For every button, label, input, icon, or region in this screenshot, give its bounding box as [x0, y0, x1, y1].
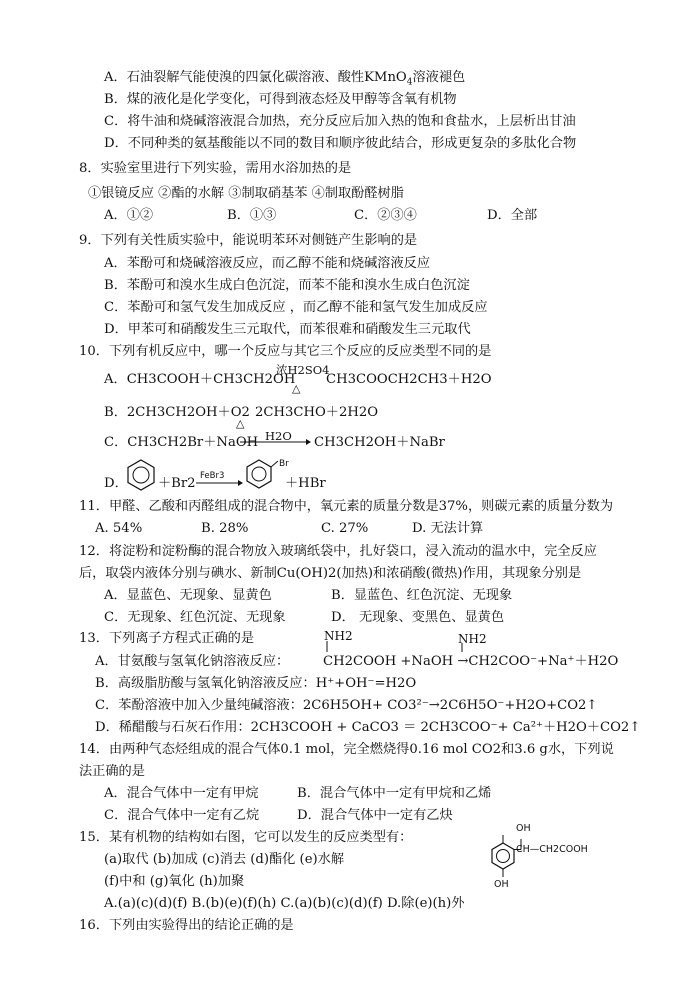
option-a-text: A．石油裂解气能使溴的四氯化碳溶液、酸性KMnO — [104, 70, 407, 85]
q12-line1: 12．将淀粉和淀粉酶的混合物放入玻璃纸袋中，扎好袋口，浸入流动的温水中，完全反应 — [79, 544, 597, 559]
q13-stem: 13．下列离子方程式正确的是 — [79, 631, 255, 646]
option-d: D．不同种类的氨基酸能以不同的数目和顺序彼此结合，形成更复杂的多肽化合物 — [104, 136, 577, 151]
q15-types-row2: (f)中和 (g)氧化 (h)加聚 — [104, 874, 245, 889]
q10-option-c-right: CH3CH2OH＋NaBr — [314, 435, 445, 450]
q12-option-c: C．无现象、红色沉淀、无现象 — [104, 610, 286, 625]
q10-option-b-left: B．2CH3CH2OH＋O2 — [104, 405, 250, 420]
q13-nh2-right: NH2 — [458, 632, 487, 646]
q14-option-d: D．混合气体中一定有乙炔 — [297, 808, 453, 823]
q10-option-d-arrow — [196, 480, 244, 488]
q16-stem: 16．下列由实验得出的结论正确的是 — [79, 918, 294, 933]
q12-option-d: D． 无现象、变黑色、显黄色 — [331, 610, 505, 625]
q15-structure-oh-top: OH — [516, 823, 531, 834]
q10-option-c-condition: H2O — [265, 429, 292, 443]
q11-stem: 11．甲醛、乙酸和丙醛组成的混合物中，氧元素的质量分数是37%，则碳元素的质量分数为 — [79, 499, 614, 514]
q13-option-a-equation: CH2COOH +NaOH →CH2COO⁻+Na⁺＋H2O — [323, 654, 619, 669]
option-a — [104, 70, 465, 86]
q9-option-a: A．苯酚可和烧碱溶液反应，而乙醇不能和烧碱溶液反应 — [104, 256, 431, 271]
q9-option-b: B．苯酚可和溴水生成白色沉淀，而苯不能和溴水生成白色沉淀 — [104, 278, 470, 293]
q15-types-row1: (a)取代 (b)加成 (c)消去 (d)酯化 (e)水解 — [104, 852, 345, 867]
q15-structure-chain: CH—CH2COOH — [516, 844, 588, 855]
q8-items: ①银镜反应 ②酯的水解 ③制取硝基苯 ④制取酚醛树脂 — [88, 186, 404, 201]
bromobenzene-br-label: Br — [279, 459, 289, 469]
q14-line2: 法正确的是 — [79, 764, 145, 779]
q9-stem: 9．下列有关性质实验中，能说明苯环对侧链产生影响的是 — [79, 233, 418, 248]
q12-line2: 后，取袋内液体分别与碘水、新制Cu(OH)2(加热)和浓硝酸(微热)作用，其现象分别是 — [79, 566, 582, 581]
q11-option-c: C. 27% — [321, 521, 369, 536]
q11-option-a: A. 54% — [95, 521, 143, 536]
q10-option-a-right: CH3COOCH2CH3＋H2O — [326, 372, 492, 387]
q8-option-b: B．①③ — [227, 208, 277, 223]
q14-option-c: C．混合气体中一定有乙烷 — [104, 808, 260, 823]
q12-option-b: B．显蓝色、红色沉淀、无现象 — [331, 588, 513, 603]
q8-option-c: C．②③④ — [354, 208, 417, 223]
q13-nh2-left: NH2 — [324, 629, 353, 643]
q10-option-b-heat: △ — [236, 417, 245, 430]
q10-option-d-condition: FeBr3 — [200, 471, 225, 481]
benzene-ring-icon — [124, 458, 158, 492]
q10-option-d-hbr: ＋HBr — [285, 476, 326, 491]
q8-option-d: D．全部 — [487, 208, 538, 223]
option-b: B．煤的液化是化学变化，可得到液态烃及甲醇等含氧有机物 — [104, 92, 457, 107]
q13-option-d: D．稀醋酸与石灰石作用：2CH3COOH + CaCO3 ＝ 2CH3COO⁻+ Ca²⁺＋H2O＋CO2↑ — [95, 720, 641, 735]
option-a-tail: 溶液褪色 — [412, 70, 466, 85]
q13-option-c: C．苯酚溶液中加入少量纯碱溶液：2C6H5OH+ CO3²⁻→2C6H5O⁻+H2O+CO2↑ — [95, 698, 598, 713]
q9-option-d: D．甲苯可和硝酸发生三元取代，而苯很难和硝酸发生三元取代 — [104, 322, 471, 337]
q10-option-a-heat: △ — [292, 382, 301, 395]
q10-stem: 10．下列有机反应中，哪一个反应与其它三个反应的反应类型不同的是 — [79, 344, 492, 359]
q10-option-a-left: A．CH3COOH＋CH3CH2OH — [104, 372, 296, 387]
q10-option-d-br2: ＋Br2 — [158, 476, 196, 491]
q14-option-b: B．混合气体中一定有甲烷和乙烯 — [297, 786, 492, 801]
q15-options: A.(a)(c)(d)(f) B.(b)(e)(f)(h) C.(a)(b)(c)(d)(f) D.除(e)(h)外 — [104, 896, 465, 911]
q11-option-d: D. 无法计算 — [412, 521, 484, 536]
q10-option-c-left: C．CH3CH2Br＋NaOH — [104, 435, 259, 450]
q10-option-a-condition: 浓H2SO4 — [276, 363, 330, 377]
q13-option-b: B．高级脂肪酸与氢氧化钠溶液反应：H⁺+OH⁻=H2O — [95, 676, 417, 691]
q12-option-a: A．显蓝色、无现象、显黄色 — [104, 588, 272, 603]
q10-option-b-right: 2CH3CHO＋2H2O — [255, 405, 379, 420]
q13-option-a-label: A．甘氨酸与氢氧化钠溶液反应： — [95, 654, 290, 669]
q10-option-d-label: D． — [104, 476, 128, 491]
q13-bond-right — [461, 643, 465, 653]
q11-option-b: B. 28% — [201, 521, 249, 536]
option-c: C．将牛油和烧碱溶液混合加热，充分反应后加入热的饱和食盐水，上层析出甘油 — [104, 114, 576, 129]
q14-line1: 14．由两种气态烃组成的混合气体0.1 mol，完全燃烧得0.16 mol CO2和3.6 g水，下列说 — [79, 742, 614, 757]
q13-bond-left — [326, 641, 330, 653]
q8-option-a: A．①② — [104, 208, 154, 223]
option-a-sub: 4 — [406, 77, 413, 88]
q15-structure-oh-bottom: OH — [494, 879, 509, 890]
q14-option-a: A．混合气体中一定有甲烷 — [104, 786, 259, 801]
q8-stem: 8．实验室里进行下列实验，需用水浴加热的是 — [79, 161, 352, 176]
q10-option-c-arrow — [240, 438, 310, 448]
q9-option-c: C．苯酚可和氢气发生加成反应 ，而乙醇不能和氢气发生加成反应 — [104, 300, 488, 315]
q15-stem: 15．某有机物的结构如右图，它可以发生的反应类型有： — [79, 830, 413, 845]
